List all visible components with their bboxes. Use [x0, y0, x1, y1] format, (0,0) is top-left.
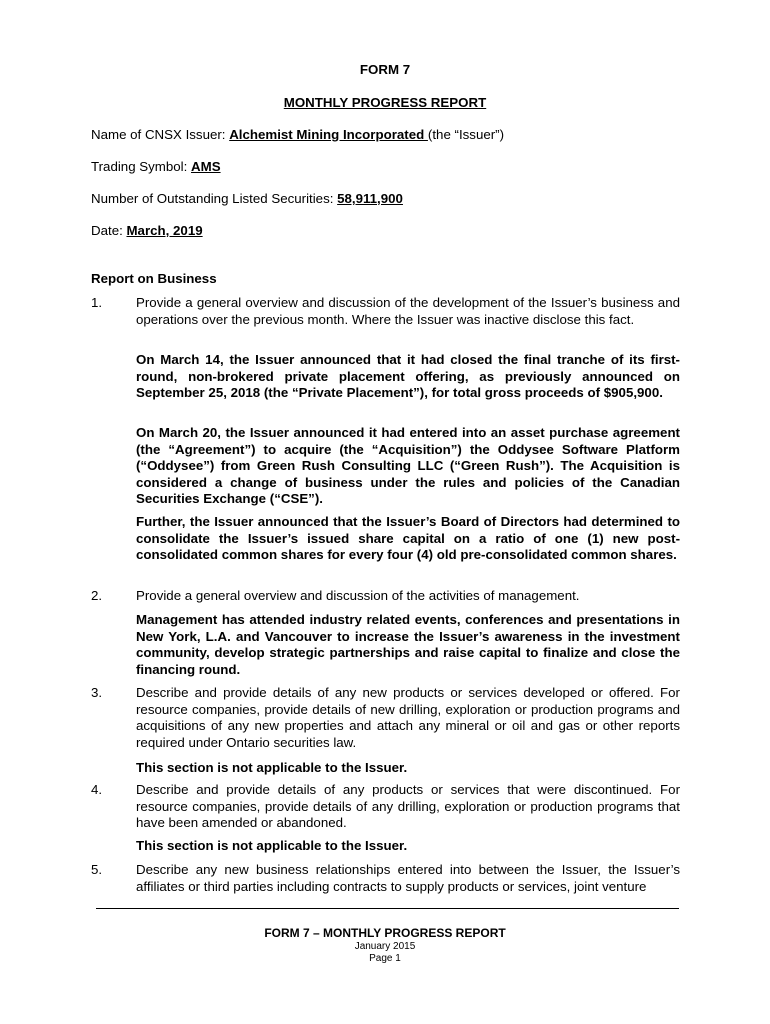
report-date-value: March, 2019 — [126, 223, 203, 238]
item-5-number: 5. — [91, 862, 103, 877]
item-1-question: Provide a general overview and discussion of the development of the Issuer’s business and operations over the previous month. Where the Issuer was inactive disclose this fact. — [136, 295, 680, 327]
item-3-answer-1: This section is not applicable to the Issuer. — [136, 760, 408, 775]
issuer-name-label: Name of CNSX Issuer: — [91, 127, 230, 142]
outstanding-securities-line — [91, 191, 691, 208]
footer-divider — [96, 908, 679, 909]
issuer-name-value: Alchemist Mining Incorporated — [229, 127, 428, 142]
item-1-answer-1: On March 14, the Issuer announced that it had closed the final tranche of its first-round, non-brokered private placement offering, as previously announced on September 25, 2018 (the “Private Placement”), for total gross proceeds of $905,900. — [136, 352, 680, 401]
item-2-number: 2. — [91, 588, 103, 603]
footer-page-number: Page 1 — [369, 953, 401, 964]
item-1-answer-2: On March 20, the Issuer announced it had entered into an asset purchase agreement (the “Agreement”) to acquire (the “Acquisition”) the Oddysee Software Platform (“Oddysee”) from Green Rush Consulting LLC (“Green Rush”). The Acquisition is considered a change of business under the rules and policies of the Canadian Securities Exchange (“CSE”). — [136, 425, 680, 507]
item-5-question: Describe any new business relationships entered into between the Issuer, the Issuer’s affiliates or third parties including contracts to supply products or services, joint venture — [136, 862, 680, 894]
issuer-name-line — [91, 127, 691, 144]
item-2-question: Provide a general overview and discussion of the activities of management. — [136, 588, 580, 603]
report-date-label: Date: — [91, 223, 127, 238]
footer-date: January 2015 — [354, 941, 416, 952]
report-date-line — [91, 223, 691, 240]
section-heading: Report on Business — [91, 271, 217, 286]
trading-symbol-label: Trading Symbol: — [91, 159, 192, 174]
item-4-number: 4. — [91, 782, 103, 797]
report-title: MONTHLY PROGRESS REPORT — [283, 95, 487, 110]
item-4-answer-1: This section is not applicable to the Issuer. — [136, 838, 408, 853]
item-2-answer-1: Management has attended industry related events, conferences and presentations in New York, L.A. and Vancouver to increase the Issuer’s awareness in the investment community, develop strategic partnerships and raise capital to finalize and close the financing round. — [136, 612, 680, 677]
item-4-question: Describe and provide details of any products or services that were discontinued. For resource companies, provide details of any drilling, exploration or production programs that have been amended or abandoned. — [136, 782, 680, 831]
issuer-name-suffix: (the “Issuer”) — [427, 127, 505, 142]
outstanding-securities-label: Number of Outstanding Listed Securities: — [91, 191, 338, 206]
form-title: FORM 7 — [359, 62, 411, 77]
trading-symbol-value: AMS — [191, 159, 221, 174]
trading-symbol-line — [91, 159, 691, 176]
item-1-answer-3: Further, the Issuer announced that the Issuer’s Board of Directors had determined to consolidate the Issuer’s issued share capital on a ratio of one (1) new post-consolidated common shares for every four (4) old pre-consolidated common shares. — [136, 514, 680, 563]
footer-title: FORM 7 – MONTHLY PROGRESS REPORT — [264, 926, 506, 940]
item-1-number: 1. — [91, 295, 103, 310]
outstanding-securities-value: 58,911,900 — [337, 191, 403, 206]
item-3-question: Describe and provide details of any new products or services developed or offered. For resource companies, provide details of new drilling, exploration or production programs and acquisitions of any new properties and attach any mineral or oil and gas or other reports required under Ontario securities law. — [136, 685, 680, 750]
item-3-number: 3. — [91, 685, 103, 700]
